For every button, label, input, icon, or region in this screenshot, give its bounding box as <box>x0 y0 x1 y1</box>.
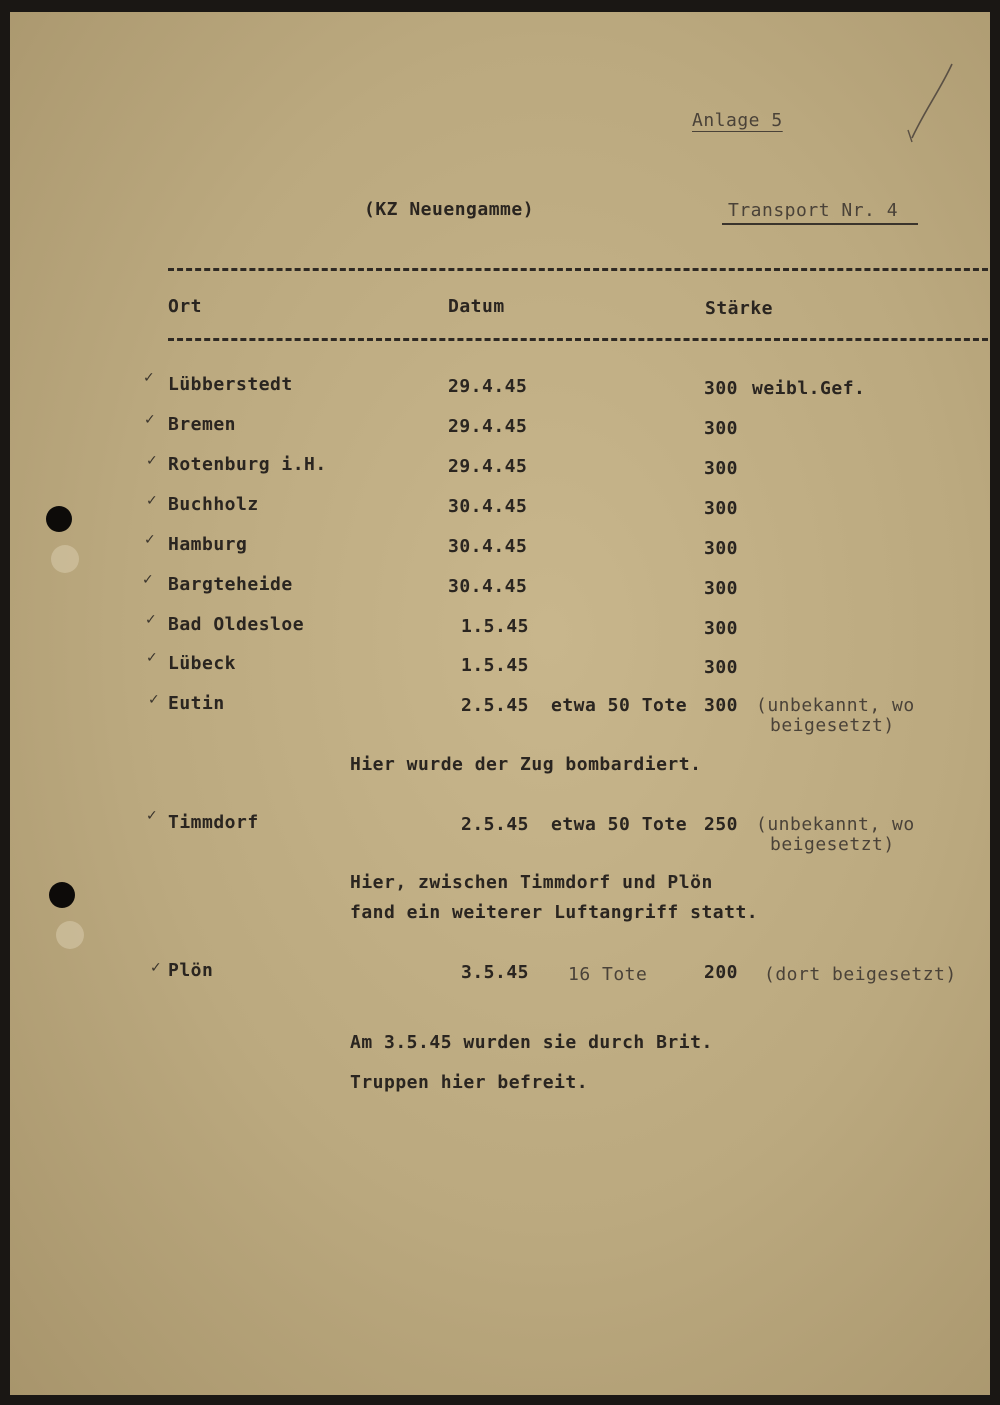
column-header-datum: Datum <box>448 296 505 317</box>
row-note: (unbekannt, wo <box>756 814 915 835</box>
air-raid-note-line1: Hier, zwischen Timmdorf und Plön <box>350 872 713 893</box>
row-ort: Hamburg <box>168 534 248 555</box>
column-header-staerke: Stärke <box>705 298 774 319</box>
row-note-cont: beigesetzt) <box>770 715 895 736</box>
liberation-note-line2: Truppen hier befreit. <box>350 1072 589 1093</box>
row-tote: etwa 50 Tote <box>551 814 688 835</box>
check-mark-icon: ✓ <box>150 960 162 976</box>
row-staerke: 300 <box>704 538 739 559</box>
camp-title: (KZ Neuengamme) <box>364 199 535 220</box>
row-ort: Bremen <box>168 414 237 435</box>
row-ort: Bad Oldesloe <box>168 614 305 635</box>
punch-hole <box>49 882 75 908</box>
row-datum: 29.4.45 <box>448 376 528 397</box>
punch-hole <box>46 506 72 532</box>
document-page <box>10 12 990 1395</box>
row-datum: 1.5.45 <box>461 655 530 676</box>
row-staerke: 250 <box>704 814 739 835</box>
check-mark-icon: ✓ <box>142 572 154 588</box>
row-datum: 2.5.45 <box>461 695 530 716</box>
check-mark-icon: ✓ <box>148 692 160 708</box>
check-mark-icon: ✓ <box>144 412 156 428</box>
row-note: (unbekannt, wo <box>756 695 915 716</box>
header-rule-top <box>168 268 988 271</box>
anlage-label: Anlage 5 <box>692 110 783 131</box>
row-datum: 30.4.45 <box>448 536 528 557</box>
row-ort: Lübberstedt <box>168 374 293 395</box>
header-rule-bottom <box>168 338 988 341</box>
transport-underline <box>722 223 918 225</box>
check-mark-icon: ✓ <box>143 370 155 386</box>
row-staerke: 300 <box>704 498 739 519</box>
air-raid-note-line2: fand ein weiterer Luftangriff statt. <box>350 902 759 923</box>
bombing-note: Hier wurde der Zug bombardiert. <box>350 754 702 775</box>
row-staerke: 300 <box>704 458 739 479</box>
liberation-note-line1: Am 3.5.45 wurden sie durch Brit. <box>350 1032 713 1053</box>
row-datum: 2.5.45 <box>461 814 530 835</box>
check-mark-icon: ✓ <box>146 493 158 509</box>
row-staerke: 300 <box>704 578 739 599</box>
row-ort: Lübeck <box>168 653 237 674</box>
row-staerke: 300 <box>704 418 739 439</box>
pen-mark-icon <box>900 60 960 150</box>
row-datum: 3.5.45 <box>461 962 530 983</box>
row-staerke: 200 <box>704 962 739 983</box>
row-staerke: 300 <box>704 657 739 678</box>
row-note: weibl.Gef. <box>752 378 866 399</box>
punch-hole-shadow <box>56 921 84 949</box>
check-mark-icon: ✓ <box>146 650 158 666</box>
row-note-cont: beigesetzt) <box>770 834 895 855</box>
row-datum: 30.4.45 <box>448 496 528 517</box>
check-mark-icon: ✓ <box>145 612 157 628</box>
transport-number: Transport Nr. 4 <box>728 200 899 221</box>
row-staerke: 300 <box>704 618 739 639</box>
row-tote: etwa 50 Tote <box>551 695 688 716</box>
row-tote: 16 Tote <box>568 964 648 985</box>
row-datum: 1.5.45 <box>461 616 530 637</box>
row-datum: 29.4.45 <box>448 416 528 437</box>
row-ort: Timmdorf <box>168 812 259 833</box>
check-mark-icon: ✓ <box>146 453 158 469</box>
check-mark-icon: ✓ <box>146 808 158 824</box>
row-ort: Plön <box>168 960 214 981</box>
row-note: (dort beigesetzt) <box>764 964 957 985</box>
punch-hole-shadow <box>51 545 79 573</box>
row-staerke: 300 <box>704 378 739 399</box>
row-datum: 29.4.45 <box>448 456 528 477</box>
row-staerke: 300 <box>704 695 739 716</box>
row-ort: Eutin <box>168 693 225 714</box>
row-ort: Bargteheide <box>168 574 293 595</box>
row-datum: 30.4.45 <box>448 576 528 597</box>
column-header-ort: Ort <box>168 296 203 317</box>
row-ort: Rotenburg i.H. <box>168 454 327 475</box>
check-mark-icon: ✓ <box>144 532 156 548</box>
row-ort: Buchholz <box>168 494 259 515</box>
